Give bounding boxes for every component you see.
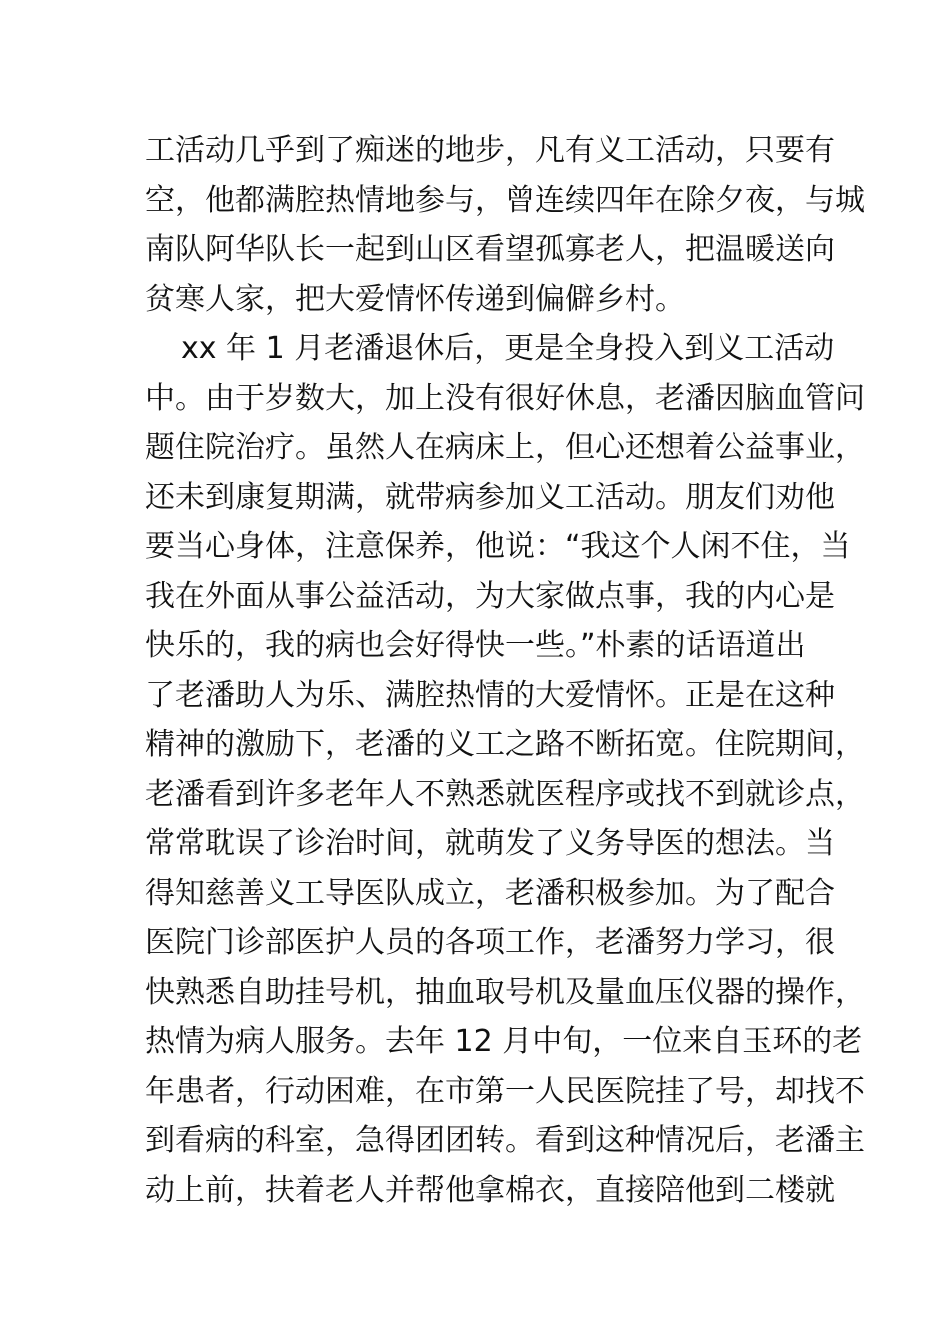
text-line: 年患者，行动困难，在市第一人民医院挂了号，却找不 [145,1073,865,1109]
text-line: 题住院治疗。虽然人在病床上，但心还想着公益事业， [145,430,865,465]
text-line: 要当心身体，注意保养，他说：“我这个人闲不住，当 [145,529,851,564]
text-line: 工活动几乎到了痴迷的地步，凡有义工活动，只要有 [145,133,835,168]
paragraph-first-line: xx 年 1 月老潘退休后，更是全身投入到义工活动 [181,331,835,366]
text-line: 常常耽误了诊治时间，就萌发了义务导医的想法。当 [145,826,835,861]
text-line: 快熟悉自助挂号机，抽血取号机及量血压仪器的操作， [145,974,865,1010]
text-line: 得知慈善义工导医队成立，老潘积极参加。为了配合 [145,875,835,911]
text-line: 南队阿华队长一起到山区看望孤寡老人，把温暖送向 [145,232,835,267]
text-line: 了老潘助人为乐、满腔热情的大爱情怀。正是在这种 [145,677,835,713]
text-line: 到看病的科室，急得团团转。看到这种情况后，老潘主 [145,1123,865,1158]
text-line: 空，他都满腔热情地参与，曾连续四年在除夕夜，与城 [145,182,865,218]
text-line: 医院门诊部医护人员的各项工作，老潘努力学习，很 [145,925,835,960]
text-line: 贫寒人家，把大爱情怀传递到偏僻乡村。 [145,281,685,317]
text-line: 中。由于岁数大，加上没有很好休息，老潘因脑血管问 [145,380,865,416]
text-line: 快乐的，我的病也会好得快一些。”朴素的话语道出 [145,628,806,663]
text-line: 老潘看到许多老年人不熟悉就医程序或找不到就诊点， [145,776,865,812]
text-line: 还未到康复期满，就带病参加义工活动。朋友们劝他 [145,479,835,515]
text-line: 热情为病人服务。去年 12 月中旬，一位来自玉环的老 [145,1024,863,1059]
text-line: 精神的激励下，老潘的义工之路不断拓宽。住院期间， [145,727,865,762]
text-line: 动上前，扶着老人并帮他拿棉衣，直接陪他到二楼就 [145,1172,835,1208]
text-line: 我在外面从事公益活动，为大家做点事，我的内心是 [145,578,835,614]
body-text [145,126,865,1215]
